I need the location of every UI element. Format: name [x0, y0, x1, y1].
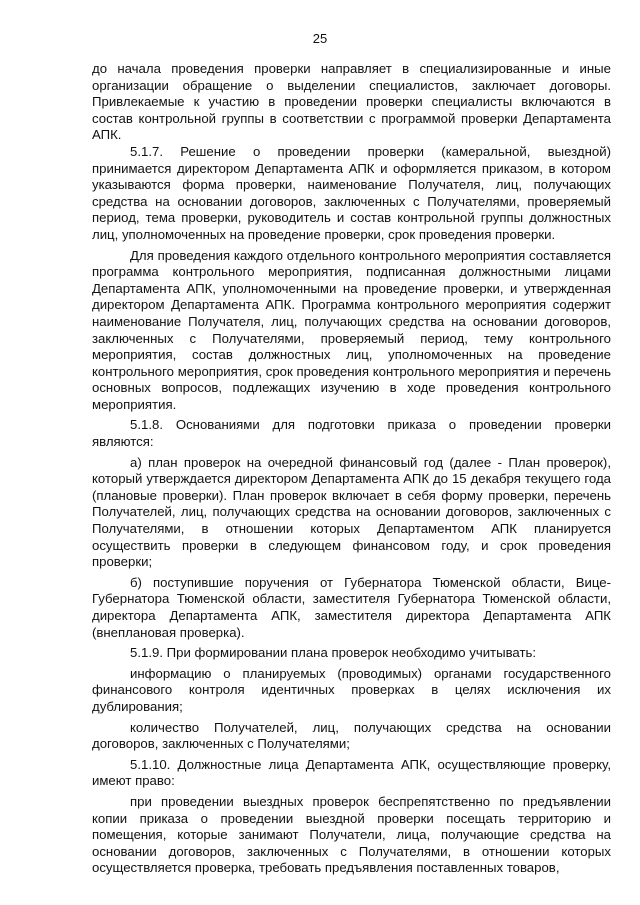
paragraph-5-1-10: 5.1.10. Должностные лица Департамента АПК, осуществляющие проверку, имеют право:: [92, 756, 611, 789]
paragraph-program: Для проведения каждого отдельного контрольного мероприятия составляется программа контрольного мероприятия, подписанная должностными лицами Департамента АПК, уполномоченными на проведение проверки, и утвержденная директором Департамента АПК. Программа контрольного мероприятия содержит наименование Получателя, лиц, получающих средства на основании договоров, заключенных с Получателями, проверяемый период, тему контрольного мероприятия, состав должностных лиц, уполномоченных на проведение контрольного мероприятия, срок проведения контрольного мероприятия и перечень основных вопросов, подлежащих изучению в ходе проведения контрольного мероприятия.: [92, 247, 611, 412]
paragraph-rights: при проведении выездных проверок беспрепятственно по предъявлении копии приказа о проведении выездной проверки посещать территорию и помещения, которые занимают Получатели, лица, получающие средства на основании договоров, заключенных с Получателями, в отношении которых осуществляется проверка, требовать предъявления поставленных товаров,: [92, 793, 611, 876]
page-number: 25: [312, 31, 328, 46]
paragraph-5-1-9: 5.1.9. При формировании плана проверок необходимо учитывать:: [130, 645, 537, 661]
paragraph-consider-count: количество Получателей, лиц, получающих средства на основании договоров, заключенных с Получателями;: [92, 719, 611, 752]
paragraph-continuation: до начала проведения проверки направляет в специализированные и иные организации обращение о выделении специалистов, заключает договоры. Привлекаемые к участию в проведении проверки специалисты включаются в состав контрольной группы в соответствии с программой проверки Департамента АПК.: [92, 61, 611, 143]
paragraph-item-a: а) план проверок на очередной финансовый год (далее - План проверок), который утверждается директором Департамента АПК до 15 декабря текущего года (плановые проверки). План проверок включает в себя форму проверки, перечень Получателей, лиц, получающих средства на основании договоров, заключенных с Получателями, в отношении которых Департаментом АПК планируется осуществить проверки в следующем финансовом году, и срок проведения проверки;: [92, 454, 611, 570]
document-body: [92, 61, 611, 877]
paragraph-consider-info: информацию о планируемых (проводимых) органами государственного финансового контроля идентичных проверках в целях исключения их дублирования;: [92, 665, 611, 714]
paragraph-5-1-7: 5.1.7. Решение о проведении проверки (камеральной, выездной) принимается директором Департамента АПК и оформляется приказом, в котором указываются форма проверки, наименование Получателя, лиц, получающих средства на основании договоров, заключенных с Получателями, проверяемый период, тема проверки, руководитель и состав контрольной группы должностных лиц, уполномоченных на проведение проверки, срок проведения проверки.: [92, 143, 611, 242]
paragraph-item-b: б) поступившие поручения от Губернатора Тюменской области, Вице-Губернатора Тюменской области, заместителя Губернатора Тюменской области, директора Департамента АПК, заместителя директора Департамента АПК (внеплановая проверка).: [92, 574, 611, 640]
paragraph-5-1-8: 5.1.8. Основаниями для подготовки приказа о проведении проверки являются:: [92, 417, 611, 450]
